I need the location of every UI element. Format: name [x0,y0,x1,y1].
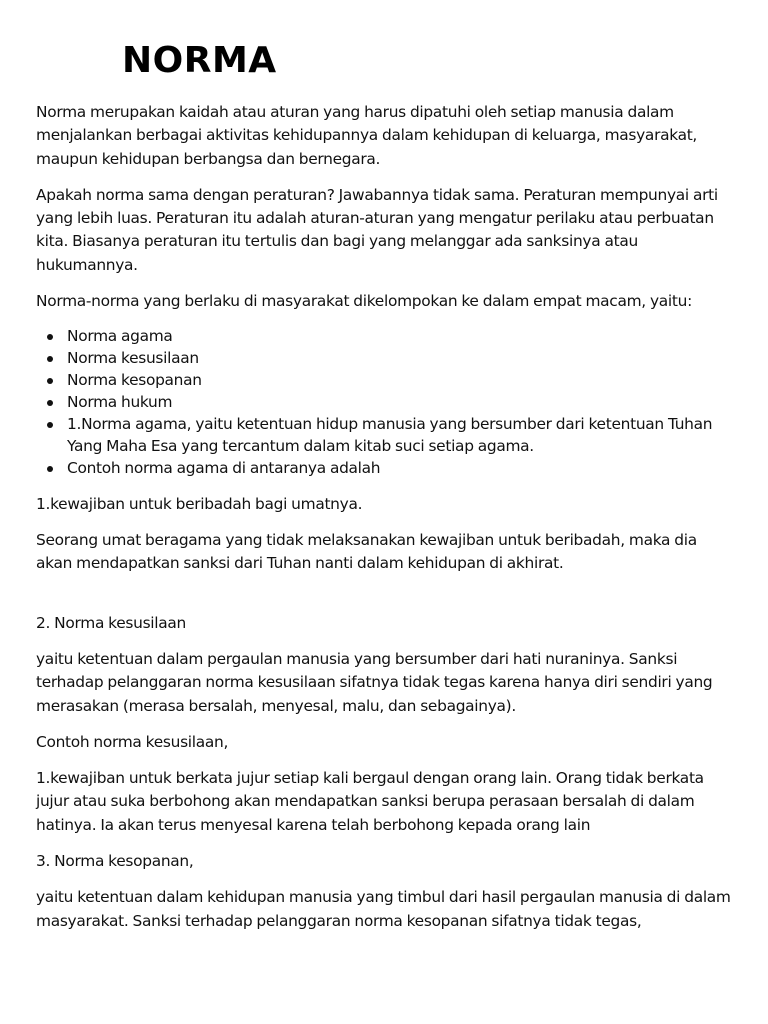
bullet-icon [47,400,53,406]
list-item [67,414,736,458]
bullet-icon [47,378,53,384]
page-title: NORMA [122,40,277,81]
bullet-icon [47,466,53,472]
heading-norma-kesusilaan: 2. Norma kesusilaan [36,613,186,632]
list-item-text: 1.Norma agama, yaitu ketentuan hidup manusia yang bersumber dari ketentuan Tuhan Yang Maha Esa yang tercantum dalam kitab suci setiap agama. [67,415,713,455]
list-item-text: Norma kesopanan [67,371,202,390]
norma-types-list [36,326,736,479]
paragraph-sanksi-agama: Seorang umat beragama yang tidak melaksanakan kewajiban untuk beribadah, maka dia akan mendapatkan sanksi dari Tuhan nanti dalam kehidupan di akhirat. [36,531,697,573]
list-item-text: Contoh norma agama di antaranya adalah [67,458,381,477]
paragraph-kesopanan-definition: yaitu ketentuan dalam kehidupan manusia yang timbul dari hasil pergaulan manusia di dalam masyarakat. Sanksi terhadap pelanggaran norma kesopanan sifatnya tidak tegas, [36,888,731,930]
paragraph-kesusilaan-definition: yaitu ketentuan dalam pergaulan manusia yang bersumber dari hati nuraninya. Sanksi terhadap pelanggaran norma kesusilaan sifatnya tidak tegas karena hanya diri sendiri yang merasakan (merasa bersalah, menyesal, malu, dan sebagainya). [36,649,713,715]
bullet-icon [47,422,53,428]
heading-norma-kesopanan: 3. Norma kesopanan, [36,851,194,870]
list-item [67,458,736,480]
list-item [67,326,736,348]
bullet-icon [47,334,53,340]
list-item-text: Norma agama [67,327,173,346]
list-item [67,392,736,414]
paragraph-definition: Norma merupakan kaidah atau aturan yang harus dipatuhi oleh setiap manusia dalam menjalankan berbagai aktivitas kehidupannya dalam kehidupan di keluarga, masyarakat, maupun kehidupan berbangsa dan bernegara. [36,103,698,168]
paragraph-kesusilaan-example-intro: Contoh norma kesusilaan, [36,732,229,751]
list-item-text: Norma hukum [67,393,173,412]
paragraph-four-types-intro: Norma-norma yang berlaku di masyarakat dikelompokan ke dalam empat macam, yaitu: [36,292,692,311]
paragraph-norma-vs-peraturan: Apakah norma sama dengan peraturan? Jawabannya tidak sama. Peraturan mempunyai arti yang lebih luas. Peraturan itu adalah aturan-aturan yang mengatur perilaku atau perbuatan kita. Biasanya peraturan itu tertulis dan bagi yang melanggar ada sanksinya atau hukumannya. [36,185,718,274]
paragraph-kesusilaan-example: 1.kewajiban untuk berkata jujur setiap kali bergaul dengan orang lain. Orang tidak berkata jujur atau suka berbohong akan mendapatkan sanksi berupa perasaan bersalah di dalam hatinya. Ia akan terus menyesal karena telah berbohong kepada orang lain [36,769,704,834]
list-item [67,370,736,392]
document-body [36,101,736,933]
list-item [67,348,736,370]
list-item-text: Norma kesusilaan [67,349,199,368]
bullet-icon [47,356,53,362]
paragraph-example-agama: 1.kewajiban untuk beribadah bagi umatnya. [36,494,363,513]
